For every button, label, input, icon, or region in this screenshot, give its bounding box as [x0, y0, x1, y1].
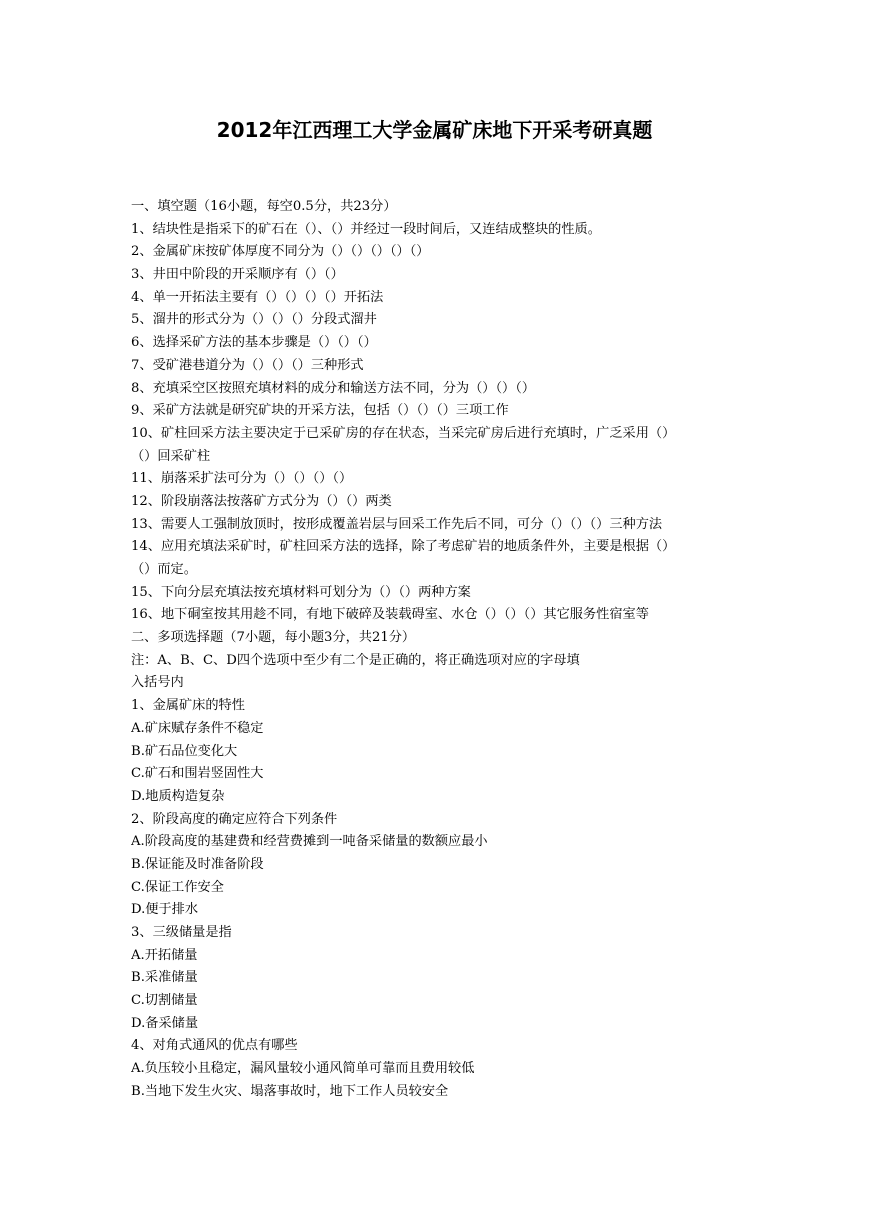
text-line: C.矿石和围岩竖固性大 — [131, 766, 264, 782]
text-line: （）而定。 — [131, 562, 197, 577]
text-line: 8、充填采空区按照充填材料的成分和输送方法不同，分为（）（）（） — [131, 380, 535, 396]
document-body — [131, 196, 741, 1104]
document-title: 2012年江西理工大学金属矿床地下开采考研真题 — [216, 118, 653, 142]
text-line: 2、金属矿床按矿体厚度不同分为（）（）（）（）（） — [131, 244, 430, 260]
text-line: C.保证工作安全 — [131, 879, 224, 895]
text-line: A.阶段高度的基建费和经营费摊到一吨备采储量的数额应最小 — [131, 834, 488, 850]
text-line: B.当地下发生火灾、塌落事故时，地下工作人员较安全 — [131, 1083, 449, 1099]
text-line: 入括号内 — [131, 675, 184, 691]
text-line: 4、对角式通风的优点有哪些 — [131, 1038, 298, 1054]
text-line: 一、填空题（16小题，每空0.5分，共23分） — [131, 199, 397, 214]
text-line: D.便于排水 — [131, 902, 199, 918]
text-line: A.负压较小且稳定，漏风量较小通风简单可靠而且费用较低 — [131, 1061, 475, 1077]
text-line: 二、多项选择题（7小题，每小题3分，共21分） — [131, 630, 416, 646]
text-line: D.备采储量 — [131, 1015, 199, 1031]
text-line: 16、地下硐室按其用趁不同，有地下破碎及装载碍室、水仓（）（）（）其它服务性宿室等 — [131, 607, 649, 623]
text-line: B.矿石品位变化大 — [131, 743, 238, 759]
text-line: 3、三级储量是指 — [131, 925, 232, 940]
text-line: 3、井田中阶段的开采顺序有（）（） — [131, 267, 344, 283]
text-line: 1、结块性是指采下的矿石在（）、（）并经过一段时间后，又连结成整块的性质。 — [131, 221, 601, 237]
text-line: 2、阶段高度的确定应符合下列条件 — [131, 811, 338, 827]
text-line: 11、崩落采扩法可分为（）（）（）（） — [131, 471, 353, 487]
text-line: B.采准储量 — [131, 970, 198, 986]
text-line: D.地质构造复杂 — [131, 788, 225, 804]
text-line: A.矿床赋存条件不稳定 — [131, 720, 264, 736]
text-line: 1、金属矿床的特性 — [131, 698, 245, 714]
text-line: B.保证能及时准备阶段 — [131, 856, 264, 872]
text-line: 7、受矿港巷道分为（）（）（）三种形式 — [131, 357, 364, 373]
text-line: A.开拓储量 — [131, 947, 198, 963]
text-line: 12、阶段崩落法按落矿方式分为（）（）两类 — [131, 493, 392, 509]
text-line: （）回采矿柱 — [131, 448, 211, 464]
text-line: 13、需要人工强制放顶时，按形成覆盖岩层与回采工作先后不同，可分（）（）（）三种方法 — [131, 516, 663, 532]
text-line: 10、矿柱回采方法主要决定于已采矿房的存在状态，当采完矿房后进行充填时，广乏采用（） — [131, 425, 676, 441]
text-line: 6、选择采矿方法的基本步骤是（）（）（） — [131, 335, 377, 351]
text-line: 5、溜井的形式分为（）（）（）分段式溜井 — [131, 312, 377, 328]
text-line: 4、单一开拓法主要有（）（）（）（）开拓法 — [131, 289, 384, 305]
text-line: 15、下向分层充填法按充填材料可划分为（）（）两种方案 — [131, 584, 471, 600]
text-line: 注：A、B、C、D四个选项中至少有二个是正确的，将正确选项对应的字母填 — [131, 652, 580, 668]
text-line: 9、采矿方法就是研究矿块的开采方法，包括（）（）（）三项工作 — [131, 403, 509, 419]
text-line: 14、应用充填法采矿时，矿柱回采方法的选择，除了考虑矿岩的地质条件外，主要是根据（） — [131, 539, 676, 555]
text-line: C.切割储量 — [131, 993, 198, 1009]
